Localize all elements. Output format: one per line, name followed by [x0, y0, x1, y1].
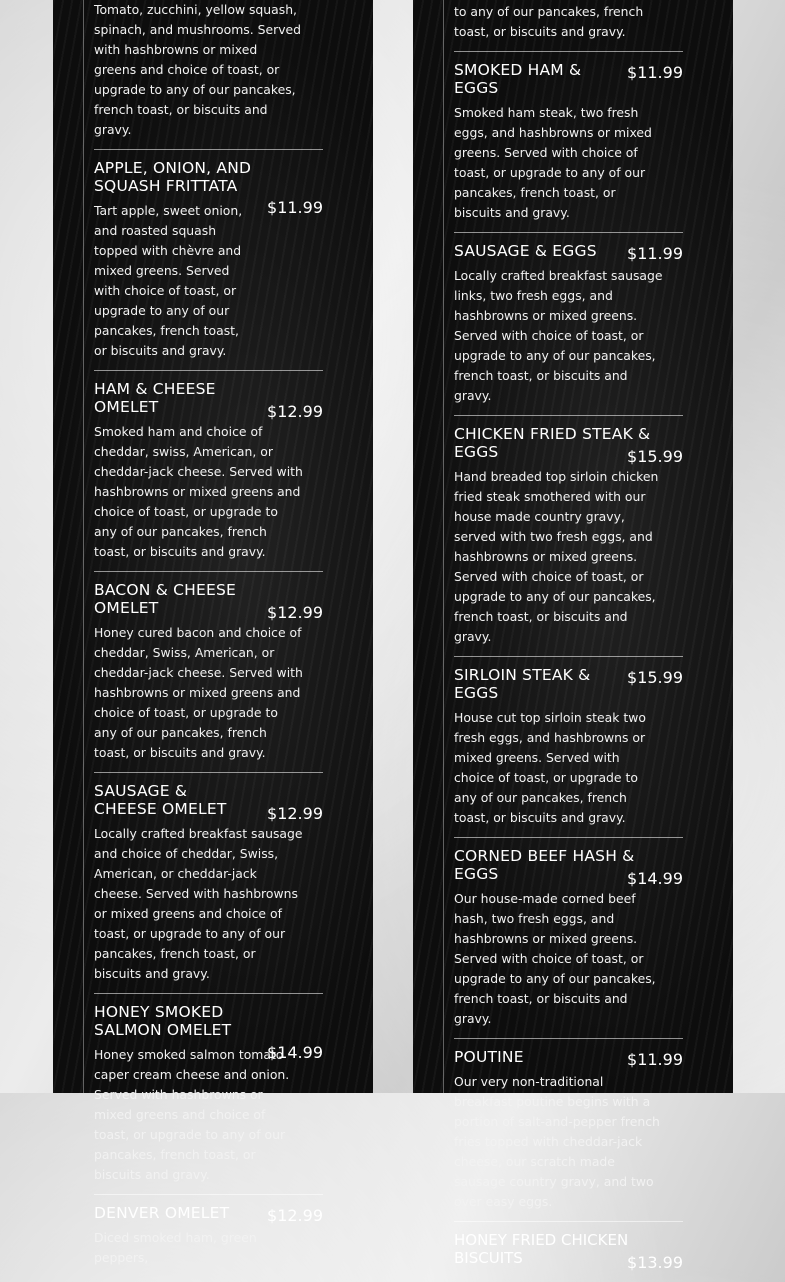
menu-item-description: Hand breaded top sirloin chicken fried steak smothered with our house made country gravy, served with two fresh eggs, and hashbrowns or mixed greens. Served with choice of toast, or upgrade to any of our pancakes, french toast, or biscuits and gravy.: [454, 469, 659, 644]
menu-item-price: $15.99: [627, 447, 683, 466]
menu-item-name: SMOKED HAM & EGGS: [454, 61, 582, 97]
menu-item: [94, 1195, 323, 1277]
menu-item-description: Our house-made corned beef hash, two fresh eggs, and hashbrowns or mixed greens. Served with choice of toast, or upgrade to any of our pancakes, french toast, or biscuits and gravy.: [454, 891, 656, 1026]
menu-item: [94, 150, 323, 371]
menu-item: [454, 657, 683, 838]
menu-item-price: $12.99: [267, 402, 323, 421]
menu-item-price: $11.99: [627, 244, 683, 263]
menu-item-price: $12.99: [267, 1206, 323, 1225]
menu-item: [454, 1222, 683, 1282]
menu-item-price: $12.99: [267, 804, 323, 823]
menu-item-name: HAM & CHEESE OMELET: [94, 380, 216, 416]
menu-column-left: [83, 0, 333, 1265]
menu-item-price: $14.99: [267, 1043, 323, 1062]
menu-panel-left: [53, 0, 373, 1265]
menu-item: [94, 994, 323, 1195]
menu-item-description: Tart apple, sweet onion, and roasted squash topped with chèvre and mixed greens. Served with choice of toast, or upgrade to any of our pancakes, french toast, or biscuits and gravy.: [94, 203, 243, 358]
menu-item-name: CORNED BEEF HASH & EGGS: [454, 847, 635, 883]
menu-item: [94, 371, 323, 572]
menu-item-name: CHICKEN FRIED STEAK & EGGS: [454, 425, 651, 461]
menu-item: [454, 52, 683, 233]
menu-item: [454, 416, 683, 657]
menu-item-price: $11.99: [267, 198, 323, 217]
menu-item-description: Honey smoked salmon tomato caper cream cheese and onion. Served with hashbrowns or mixed greens and choice of toast, or upgrade to any of our pancakes, french toast, or biscuits and gravy.: [94, 1047, 290, 1182]
menu-item-name: SAUSAGE & CHEESE OMELET: [94, 782, 227, 818]
menu-item-description: Diced smoked ham, green peppers,: [94, 1230, 257, 1265]
menu-item: [94, 572, 323, 773]
menu-item-price: $11.99: [627, 63, 683, 82]
menu-item-description: to any of our pancakes, french toast, or biscuits and gravy.: [454, 4, 644, 39]
menu-item-name: BACON & CHEESE OMELET: [94, 581, 237, 617]
menu-item: [454, 233, 683, 416]
menu-item-name: SIRLOIN STEAK & EGGS: [454, 666, 591, 702]
menu-item: [454, 838, 683, 1039]
menu-item-name: APPLE, ONION, AND SQUASH FRITTATA: [94, 159, 252, 195]
menu-item-description: Smoked ham and choice of cheddar, swiss, American, or cheddar-jack cheese. Served with hashbrowns or mixed greens and choice of toast, or upgrade to any of our pancakes, french toast, or biscuits and gravy.: [94, 424, 303, 559]
menu-item-name: HONEY FRIED CHICKEN BISCUITS: [454, 1231, 629, 1267]
menu-item: [94, 773, 323, 994]
menu-panel-right: [413, 0, 733, 1272]
menu-item-description: Smoked ham steak, two fresh eggs, and hashbrowns or mixed greens. Served with choice of toast, or upgrade to any of our pancakes, french toast, or biscuits and gravy.: [454, 105, 652, 220]
menu-item-description: House cut top sirloin steak two fresh eggs, and hashbrowns or mixed greens. Served with choice of toast, or upgrade to any of our pancakes, french toast, or biscuits and gravy.: [454, 710, 646, 825]
menu-item-name: HONEY SMOKED SALMON OMELET: [94, 1003, 232, 1039]
menu-item-description: Our very non-traditional breakfast poutine begins with a portion of salt-and-pepper french fries topped with cheddar-jack cheese, our scratch made sausage country gravy, and two over easy eggs.: [454, 1074, 660, 1209]
menu-item-price: $12.99: [267, 603, 323, 622]
menu-item-description: Honey cured bacon and choice of cheddar, Swiss, American, or cheddar-jack cheese. Served with hashbrowns or mixed greens and choice of toast, or upgrade to any of our pancakes, french toast, or biscuits and gravy.: [94, 625, 303, 760]
menu-item-price: $11.99: [627, 1050, 683, 1069]
menu-item-name: DENVER OMELET: [94, 1204, 230, 1222]
menu-item-price: $15.99: [627, 668, 683, 687]
menu-item-intro: [454, 2, 683, 52]
menu-item-name: SAUSAGE & EGGS: [454, 242, 597, 260]
menu-item-name: POUTINE: [454, 1048, 524, 1066]
menu-column-right: [443, 0, 693, 1272]
menu-item-description: Locally crafted breakfast sausage links, two fresh eggs, and hashbrowns or mixed greens. Served with choice of toast, or upgrade to any of our pancakes, french toast, or biscuits and gravy.: [454, 268, 663, 403]
menu-item-intro: [94, 0, 323, 150]
menu-item-description: Locally crafted breakfast sausage and choice of cheddar, Swiss, American, or cheddar-jack cheese. Served with hashbrowns or mixed greens and choice of toast, or upgrade to any of our pancakes, french toast, or biscuits and gravy.: [94, 826, 303, 981]
menu-item-price: $13.99: [627, 1253, 683, 1272]
menu-item: [454, 1039, 683, 1222]
menu-item-price: $14.99: [627, 869, 683, 888]
menu-item-description: Tomato, zucchini, yellow squash, spinach, and mushrooms. Served with hashbrowns or mixed greens and choice of toast, or upgrade to any of our pancakes, french toast, or biscuits and gravy.: [94, 2, 302, 137]
